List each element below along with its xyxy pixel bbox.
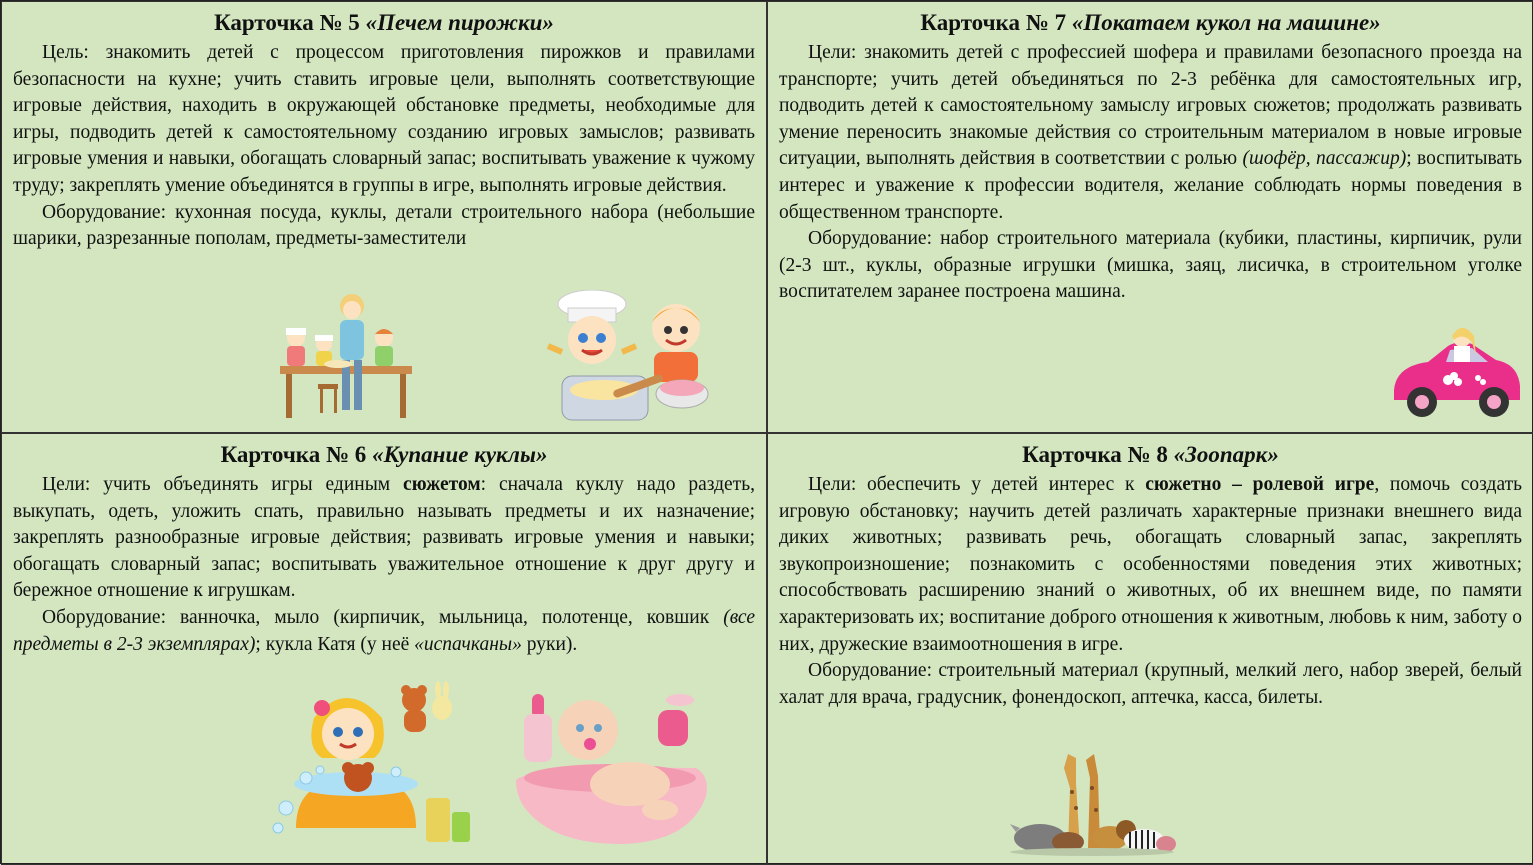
card-title: Карточка № 6 «Купание куклы» xyxy=(220,442,548,467)
zoo-animals-image xyxy=(1006,748,1178,858)
card-equipment: Оборудование: кухонная посуда, куклы, детали строительного набора (небольшие шарики, разрезанные пополам, предметы-заместители xyxy=(13,201,755,250)
baby-doll-bath-image xyxy=(510,684,716,854)
card-goal: Цели: знакомить детей с профессией шофера и правилами безопасного проезда на транспорте; учить детей объединяться по 2-3 ребёнка для самостоятельных игр, подводить детей к самостоятельному замыслу игровых сюжетов; продолжать развивать умение переносить знакомые действия со строительным материалом в новые игровые ситуации, выполнять действия в соответствии с ролью (шофёр, пассажир); воспитывать интерес и уважение к профессии водителя, желание соблюдать нормы поведения в общественном транспорте. xyxy=(779,42,1522,223)
card-title: Карточка № 8 «Зоопарк» xyxy=(1022,442,1279,467)
card-8 xyxy=(767,433,1533,865)
kids-chefs-image xyxy=(542,290,718,426)
cooking-children-image xyxy=(276,288,416,422)
card-title: Карточка № 7 «Покатаем кукол на машине» xyxy=(920,10,1381,35)
card-goal: Цели: учить объединять игры единым сюжетом: сначала куклу надо раздеть, выкупать, одеть, уложить спать, правильно называть предметы и их назначение; закреплять разнообразные игровые действия; развивать игровые умения и навыки; обогащать словарный запас; воспитывать уважительное отношение к друг другу и бережное отношение к игрушкам. xyxy=(13,474,755,602)
card-7 xyxy=(767,1,1533,433)
card-5 xyxy=(1,1,767,433)
card-equipment: Оборудование: ванночка, мыло (кирпичик, мыльница, полотенце, ковшик (все предметы в 2-3 экземплярах); кукла Катя (у неё «испачканы» руки). xyxy=(13,606,755,655)
card-equipment: Оборудование: строительный материал (крупный, мелкий лего, набор зверей, белый халат для врача, градусник, фонендоскоп, аптечка, касса, билеты. xyxy=(779,660,1522,708)
pink-toy-car-image xyxy=(1388,320,1526,426)
girl-washing-toys-image xyxy=(266,678,476,848)
card-title: Карточка № 5 «Печем пирожки» xyxy=(214,10,554,35)
card-goal: Цель: знакомить детей с процессом приготовления пирожков и правилами безопасности на кухне; учить ставить игровые цели, выполнять соответствующие игровые действия, находить в окружающей обстановке предметы, необходимые для игры, подводить детей к самостоятельному созданию игровых замыслов; развивать игровые умения и навыки, обогащать словарный запас; воспитывать уважение к чужому труду; закреплять умение объединятся в группы в игре, выполнять игровые действия. xyxy=(13,42,755,196)
card-equipment: Оборудование: набор строительного материала (кубики, пластины, кирпичик, рули (2-3 шт., куклы, образные игрушки (мишка, заяц, лисичка, в строительном уголке воспитателем заранее построена машина. xyxy=(779,228,1522,303)
card-goal: Цели: обеспечить у детей интерес к сюжетно – ролевой игре, помочь создать игровую обстановку; научить детей различать характерные признаки внешнего вида диких животных; развивать речь, обогащать словарный запас, закреплять звукопроизношение; познакомить с особенностями поведения этих животных; способствовать расширению знаний о животных, об их внешнем виде, по памяти характеризовать их; воспитание доброго отношения к животным, любовь к ним, заботу о них, дружеские взаимоотношения в игре. xyxy=(779,474,1523,655)
card-6 xyxy=(1,433,767,865)
